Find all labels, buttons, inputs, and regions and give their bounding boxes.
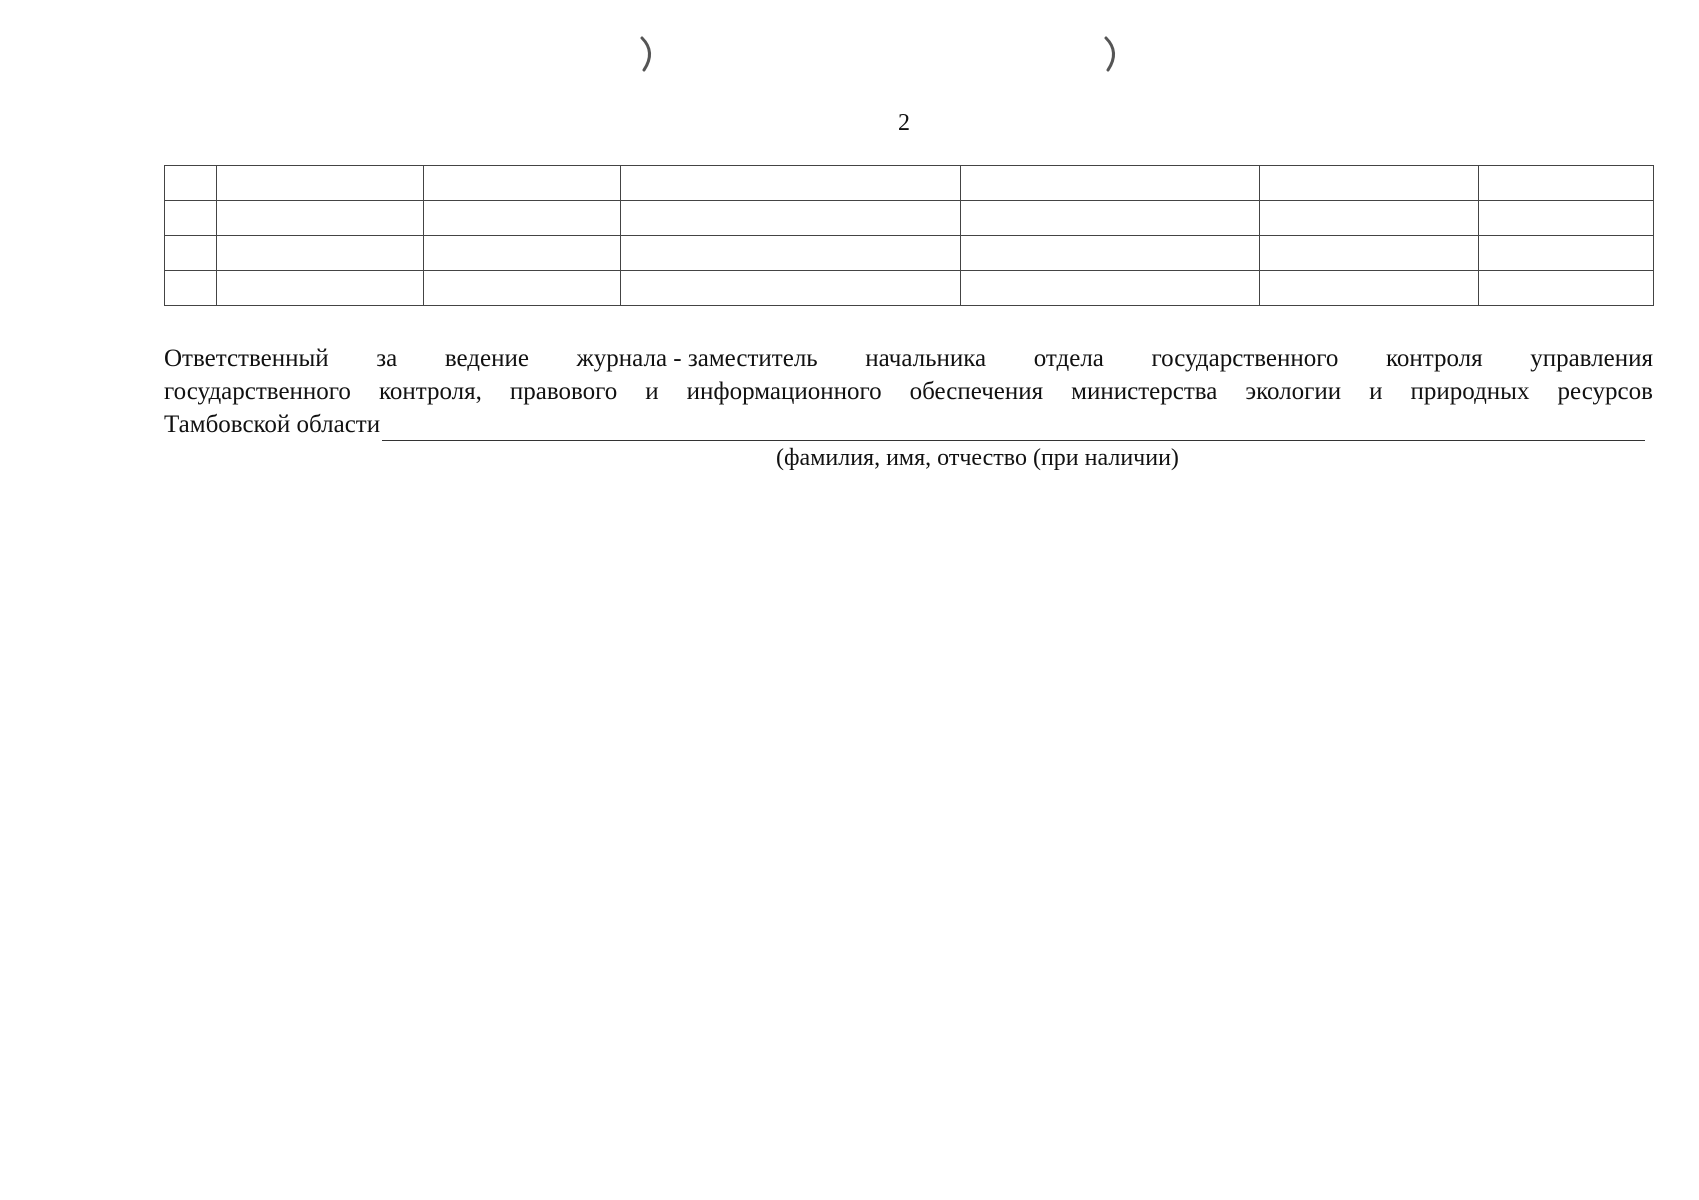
- text-word: информационного: [686, 378, 882, 405]
- table-cell: [961, 271, 1260, 306]
- table-cell: [1479, 271, 1654, 306]
- table-cell: [621, 271, 961, 306]
- table-cell: [424, 201, 621, 236]
- responsible-text-line-3: [164, 408, 1653, 441]
- signature-blank-line: [382, 414, 1645, 441]
- table-cell: [217, 201, 424, 236]
- responsible-text-line-2: [164, 375, 1653, 408]
- table-cell: [961, 236, 1260, 271]
- page-number: 2: [898, 110, 910, 136]
- text-word: природных: [1410, 378, 1530, 405]
- table-cell: [217, 236, 424, 271]
- text-word: контроля: [1385, 345, 1483, 372]
- table-row: [165, 271, 1654, 306]
- table-cell: [1479, 201, 1654, 236]
- text-word: Ответственный: [164, 345, 329, 372]
- table-cell: [424, 236, 621, 271]
- punch-hole-mark-left: [638, 34, 660, 74]
- table-cell: [1260, 201, 1479, 236]
- text-word: и: [1369, 378, 1383, 405]
- table-cell: [1479, 166, 1654, 201]
- table-cell: [1260, 271, 1479, 306]
- text-word: ведение: [444, 345, 529, 372]
- text-word: за: [376, 345, 398, 372]
- text-word: ресурсов: [1557, 378, 1653, 405]
- table-cell: [165, 201, 217, 236]
- text-word: управления: [1530, 345, 1653, 372]
- table-cell: [165, 271, 217, 306]
- table-cell: [165, 166, 217, 201]
- journal-table: [164, 165, 1654, 306]
- text-word: отдела: [1033, 345, 1104, 372]
- table-cell: [1479, 236, 1654, 271]
- region-name: Тамбовской области: [164, 411, 381, 438]
- punch-hole-mark-right: [1102, 34, 1124, 74]
- text-word: государственного: [164, 378, 351, 405]
- table-row: [165, 236, 1654, 271]
- table-cell: [424, 271, 621, 306]
- table-cell: [621, 236, 961, 271]
- text-word: правового: [509, 378, 618, 405]
- table-cell: [621, 201, 961, 236]
- text-word: контроля,: [378, 378, 482, 405]
- table-cell: [217, 271, 424, 306]
- table-cell: [961, 201, 1260, 236]
- table-cell: [621, 166, 961, 201]
- text-word: и: [645, 378, 659, 405]
- table-cell: [424, 166, 621, 201]
- text-word: журнала - заместитель: [576, 345, 818, 372]
- signature-caption: (фамилия, имя, отчество (при наличии): [776, 445, 1179, 471]
- table-cell: [961, 166, 1260, 201]
- text-word: экологии: [1245, 378, 1342, 405]
- responsible-text-line-1: [164, 342, 1653, 375]
- responsible-person-text: [164, 342, 1653, 441]
- table-cell: [165, 236, 217, 271]
- table-cell: [217, 166, 424, 201]
- table-cell: [1260, 236, 1479, 271]
- text-word: министерства: [1071, 378, 1218, 405]
- table-row: [165, 201, 1654, 236]
- journal-table-body: [165, 166, 1654, 306]
- text-word: начальника: [865, 345, 987, 372]
- table-cell: [1260, 166, 1479, 201]
- table-row: [165, 166, 1654, 201]
- text-word: государственного: [1151, 345, 1339, 372]
- text-word: обеспечения: [909, 378, 1044, 405]
